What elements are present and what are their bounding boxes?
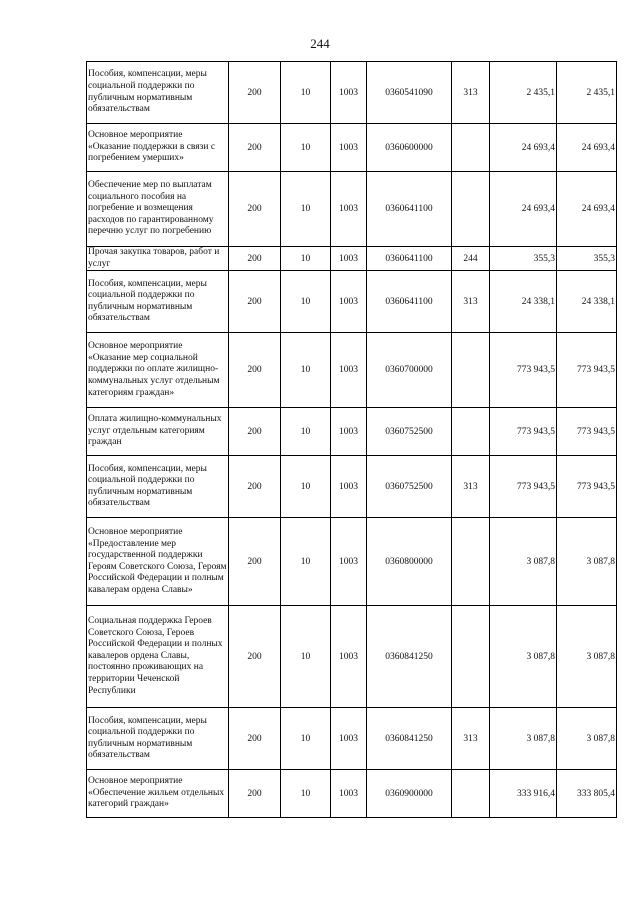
admin-code: 200: [229, 708, 281, 770]
amount-1: 333 916,4: [490, 770, 557, 818]
amount-1: 24 693,4: [490, 124, 557, 172]
table-row: [87, 247, 617, 271]
subsection-code: 1003: [331, 770, 367, 818]
section-code: 10: [281, 518, 331, 606]
amount-1: 2 435,1: [490, 62, 557, 124]
table-row: [87, 62, 617, 124]
amount-2: 773 943,5: [557, 333, 617, 408]
row-name: Пособия, компенсации, меры социальной поддержки по публичным нормативным обязательствам: [87, 708, 229, 770]
section-code: 10: [281, 62, 331, 124]
table-row: [87, 708, 617, 770]
target-code: 0360541090: [367, 62, 452, 124]
amount-2: 3 087,8: [557, 518, 617, 606]
target-code: 0360641100: [367, 271, 452, 333]
amount-2: 3 087,8: [557, 708, 617, 770]
admin-code: 200: [229, 333, 281, 408]
row-name: Основное мероприятие «Предоставление мер государственной поддержки Героям Советского Союза, Героям Российской Федерации и полным кавалерам ордена Славы»: [87, 518, 229, 606]
expense-type-code: [452, 124, 490, 172]
expense-type-code: [452, 408, 490, 456]
target-code: 0360600000: [367, 124, 452, 172]
subsection-code: 1003: [331, 333, 367, 408]
amount-1: 3 087,8: [490, 606, 557, 708]
admin-code: 200: [229, 271, 281, 333]
admin-code: 200: [229, 62, 281, 124]
amount-1: 773 943,5: [490, 408, 557, 456]
expense-type-code: 313: [452, 62, 490, 124]
amount-2: 24 693,4: [557, 124, 617, 172]
amount-2: 2 435,1: [557, 62, 617, 124]
admin-code: 200: [229, 247, 281, 271]
table-row: [87, 333, 617, 408]
expense-type-code: [452, 172, 490, 247]
amount-2: 333 805,4: [557, 770, 617, 818]
table-row: [87, 606, 617, 708]
admin-code: 200: [229, 408, 281, 456]
target-code: 0360641100: [367, 172, 452, 247]
section-code: 10: [281, 456, 331, 518]
target-code: 0360900000: [367, 770, 452, 818]
expense-type-code: [452, 606, 490, 708]
subsection-code: 1003: [331, 408, 367, 456]
row-name: Пособия, компенсации, меры социальной поддержки по публичным нормативным обязательствам: [87, 456, 229, 518]
subsection-code: 1003: [331, 172, 367, 247]
amount-2: 3 087,8: [557, 606, 617, 708]
target-code: 0360641100: [367, 247, 452, 271]
expense-type-code: 313: [452, 456, 490, 518]
row-name: Прочая закупка товаров, работ и услуг: [87, 247, 229, 271]
page-number: 244: [310, 36, 330, 51]
row-name: Социальная поддержка Героев Советского Союза, Героев Российской Федерации и полных кавалеров ордена Славы, постоянно проживающих на территории Чеченской Республики: [87, 606, 229, 708]
row-name: Основное мероприятие «Оказание мер социальной поддержки по оплате жилищно-коммунальных услуг отдельным категориям граждан»: [87, 333, 229, 408]
target-code: 0360841250: [367, 606, 452, 708]
subsection-code: 1003: [331, 247, 367, 271]
section-code: 10: [281, 770, 331, 818]
row-name: Пособия, компенсации, меры социальной поддержки по публичным нормативным обязательствам: [87, 271, 229, 333]
section-code: 10: [281, 606, 331, 708]
expense-type-code: [452, 518, 490, 606]
budget-table-body: [87, 62, 617, 818]
amount-1: 355,3: [490, 247, 557, 271]
amount-2: 355,3: [557, 247, 617, 271]
table-row: [87, 408, 617, 456]
expense-type-code: [452, 770, 490, 818]
table-row: [87, 271, 617, 333]
amount-2: 773 943,5: [557, 456, 617, 518]
table-row: [87, 770, 617, 818]
expense-type-code: 244: [452, 247, 490, 271]
amount-2: 773 943,5: [557, 408, 617, 456]
subsection-code: 1003: [331, 124, 367, 172]
amount-1: 773 943,5: [490, 333, 557, 408]
subsection-code: 1003: [331, 62, 367, 124]
amount-1: 3 087,8: [490, 708, 557, 770]
section-code: 10: [281, 333, 331, 408]
subsection-code: 1003: [331, 606, 367, 708]
subsection-code: 1003: [331, 271, 367, 333]
amount-1: 24 693,4: [490, 172, 557, 247]
amount-1: 773 943,5: [490, 456, 557, 518]
subsection-code: 1003: [331, 518, 367, 606]
subsection-code: 1003: [331, 456, 367, 518]
table-row: [87, 456, 617, 518]
row-name: Обеспечение мер по выплатам социального пособия на погребение и возмещения расходов по гарантированному перечню услуг по погребению: [87, 172, 229, 247]
section-code: 10: [281, 708, 331, 770]
section-code: 10: [281, 271, 331, 333]
row-name: Оплата жилищно-коммунальных услуг отдельным категориям граждан: [87, 408, 229, 456]
target-code: 0360800000: [367, 518, 452, 606]
admin-code: 200: [229, 518, 281, 606]
row-name: Пособия, компенсации, меры социальной поддержки по публичным нормативным обязательствам: [87, 62, 229, 124]
amount-1: 3 087,8: [490, 518, 557, 606]
target-code: 0360752500: [367, 456, 452, 518]
admin-code: 200: [229, 770, 281, 818]
section-code: 10: [281, 124, 331, 172]
section-code: 10: [281, 247, 331, 271]
table-row: [87, 518, 617, 606]
admin-code: 200: [229, 124, 281, 172]
table-row: [87, 124, 617, 172]
amount-2: 24 693,4: [557, 172, 617, 247]
amount-2: 24 338,1: [557, 271, 617, 333]
expense-type-code: 313: [452, 708, 490, 770]
expense-type-code: 313: [452, 271, 490, 333]
target-code: 0360752500: [367, 408, 452, 456]
expense-type-code: [452, 333, 490, 408]
subsection-code: 1003: [331, 708, 367, 770]
section-code: 10: [281, 172, 331, 247]
row-name: Основное мероприятие «Обеспечение жильем отдельных категорий граждан»: [87, 770, 229, 818]
amount-1: 24 338,1: [490, 271, 557, 333]
budget-table: [86, 61, 617, 818]
target-code: 0360841250: [367, 708, 452, 770]
target-code: 0360700000: [367, 333, 452, 408]
admin-code: 200: [229, 172, 281, 247]
row-name: Основное мероприятие «Оказание поддержки в связи с погребением умерших»: [87, 124, 229, 172]
table-row: [87, 172, 617, 247]
admin-code: 200: [229, 456, 281, 518]
section-code: 10: [281, 408, 331, 456]
admin-code: 200: [229, 606, 281, 708]
